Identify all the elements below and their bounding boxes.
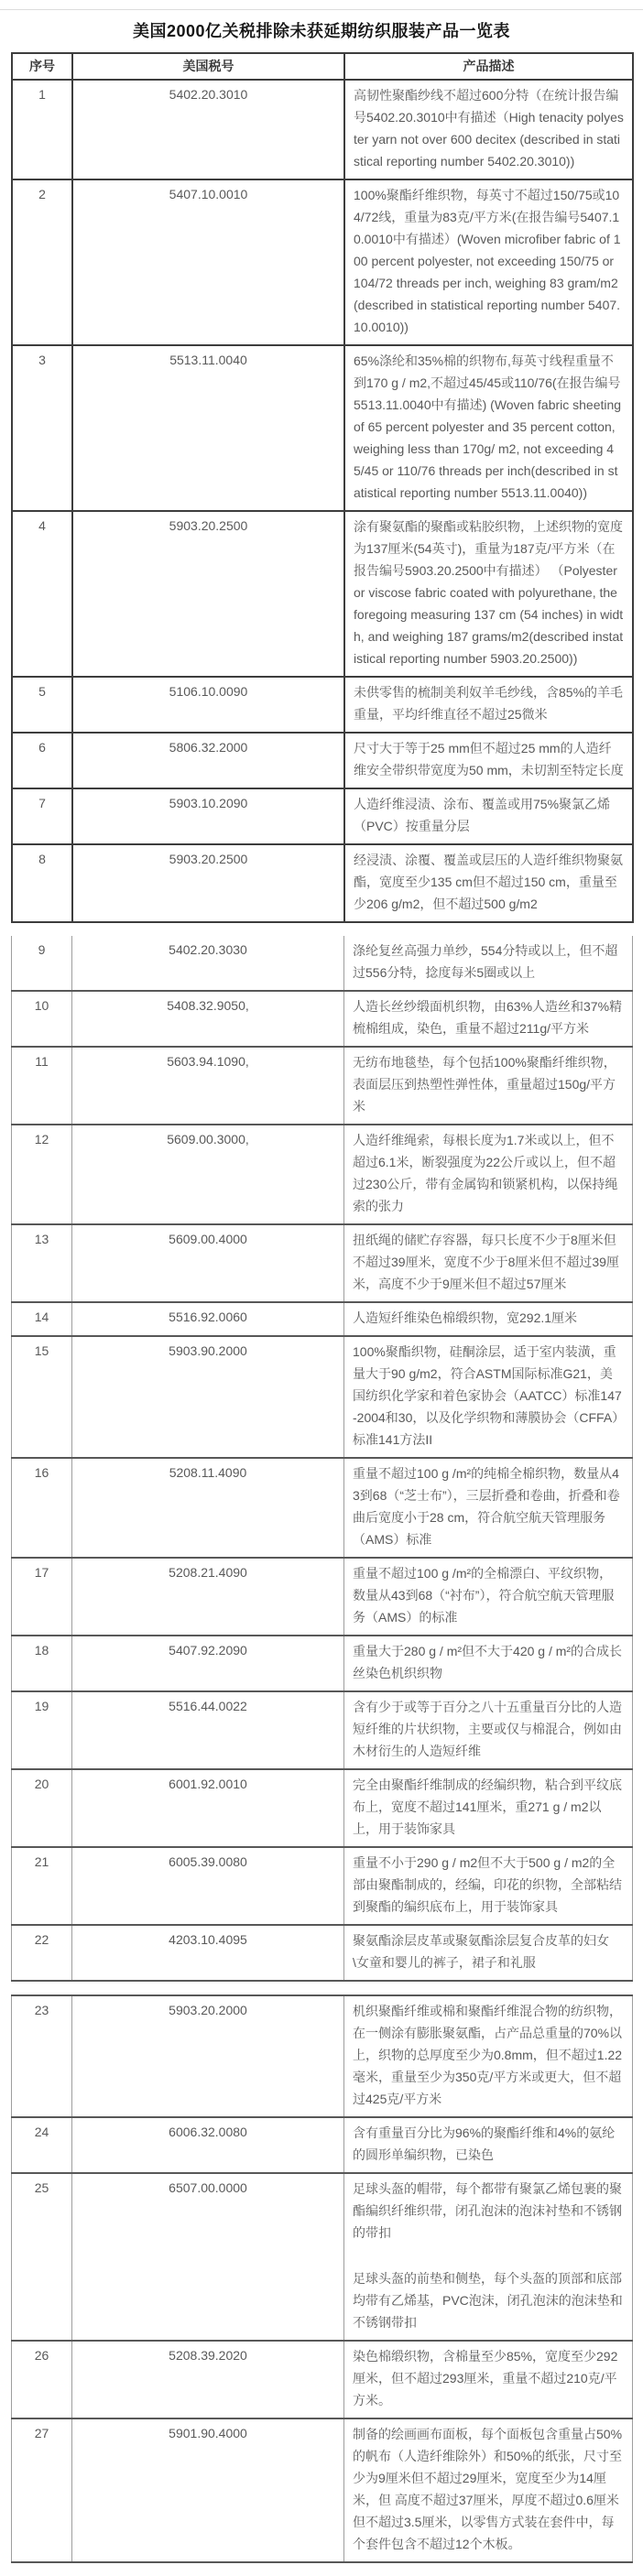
product-table-section — [11, 1994, 633, 2563]
row-index-cell: 6 — [12, 733, 72, 788]
description-paragraph: 制备的绘画画布面板，每个面板包含重量占50%的帆布（人造纤维除外）和50%的纸张，尺寸至少为9厘米但不超过29厘米，宽度至少为14厘米，但 高度不超过37厘米，厚度不超过0.6厘米但不超过3.5厘米，以零售方式装在套件中，每个套件包含不超过12个木板。 — [353, 2427, 623, 2551]
description-cell — [344, 936, 633, 991]
description-paragraph: 重量大于280 g / m²但不大于420 g / m²的合成长丝染色机织织物 — [353, 1644, 623, 1680]
tax-code-cell: 6001.92.0010 — [72, 1769, 344, 1847]
description-cell — [344, 1691, 633, 1769]
tax-code-cell: 5513.11.0040 — [72, 345, 344, 511]
description-cell — [344, 1769, 633, 1847]
row-index-cell: 16 — [12, 1458, 72, 1558]
tax-code-cell: 5402.20.3010 — [72, 80, 344, 179]
table-row — [12, 1224, 633, 1302]
row-index-cell: 8 — [12, 844, 72, 922]
table-row — [12, 991, 633, 1047]
tax-code-cell: 6006.32.0080 — [72, 2117, 344, 2173]
row-index-cell: 14 — [12, 1302, 72, 1336]
description-cell — [344, 1636, 633, 1691]
row-index-cell: 26 — [12, 2341, 72, 2418]
description-paragraph: 足球头盔的前垫和侧垫，每个头盔的顶部和底部均带有乙烯基，PVC泡沫，闭孔泡沫的泡沫垫和不锈钢带扣 — [353, 2271, 623, 2330]
description-cell — [344, 677, 633, 733]
description-paragraph: 人造长丝纱缎面机织物，由63%人造丝和37%精梳棉组成，染色，重量不超过211g/平方米 — [353, 999, 623, 1036]
row-index-cell: 3 — [12, 345, 72, 511]
description-paragraph: 扭纸绳的储贮存容器，每只长度不少于8厘米但不超过39厘米，宽度不少于8厘米但不超过39厘米，高度不少于9厘米但不超过57厘米 — [353, 1233, 619, 1291]
description-paragraph: 含有重量百分比为96%的聚酯纤维和4%的氨纶的圆形单编织物，已染色 — [353, 2125, 616, 2162]
column-header-index: 序号 — [12, 53, 72, 80]
description-paragraph: 人造纤维绳索，每根长度为1.7米或以上，但不超过6.1米，断裂强度为22公斤或以上，但不超过230公斤，带有金属钩和锁紧机构，以保持绳索的张力 — [353, 1133, 618, 1213]
row-index-cell: 1 — [12, 80, 72, 179]
description-cell — [344, 733, 633, 788]
row-index-cell: 11 — [12, 1047, 72, 1125]
description-cell — [344, 345, 633, 511]
tax-code-cell: 5903.20.2500 — [72, 511, 344, 677]
description-cell — [344, 844, 633, 922]
tax-code-cell: 5208.11.4090 — [72, 1458, 344, 1558]
row-index-cell: 22 — [12, 1925, 72, 1981]
description-paragraph: 完全由聚酯纤维制成的经编织物，粘合到平纹底布上，宽度不超过141厘米，重271 g / m2以上，用于装饰家具 — [353, 1777, 622, 1836]
top-divider — [0, 9, 643, 10]
description-cell — [344, 1047, 633, 1125]
table-row — [12, 677, 633, 733]
description-cell — [344, 1302, 633, 1336]
row-index-cell: 27 — [12, 2418, 72, 2562]
tax-code-cell: 5516.92.0060 — [72, 1302, 344, 1336]
table-row — [12, 1691, 633, 1769]
description-cell — [344, 2341, 633, 2418]
table-row — [12, 733, 633, 788]
description-paragraph: 65%涤纶和35%棉的织物布,每英寸线程重量不到170 g / m2,不超过45/45或110/76(在报告编号5513.11.0040中有描述) (Woven fabric sheeting of 65 percent polyester and 35 percent cotton,weighing less than 170g/ m2, not exceeding 45/45 or 110/76 threads per inch(described in statistical reporting number 5513.11.0040)) — [354, 353, 622, 500]
tax-code-cell: 5806.32.2000 — [72, 733, 344, 788]
description-paragraph: 重量不超过100 g /m²的纯棉全棉织物，数量从43到68（“芝士布”），三层折叠和卷曲，折叠和卷曲后宽度小于28 cm，符合航空航天管理服务（AMS）标准 — [353, 1466, 620, 1547]
row-index-cell: 10 — [12, 991, 72, 1047]
column-header-tax-code: 美国税号 — [72, 53, 344, 80]
description-paragraph: 人造纤维浸渍、涂布、覆盖或用75%聚氯乙烯（PVC）按重量分层 — [354, 797, 611, 833]
row-index-cell: 24 — [12, 2117, 72, 2173]
tax-code-cell: 6507.00.0000 — [72, 2173, 344, 2341]
description-cell — [344, 1558, 633, 1636]
row-index-cell: 17 — [12, 1558, 72, 1636]
tables-host — [0, 52, 643, 2563]
table-row — [12, 1769, 633, 1847]
table-row — [12, 1847, 633, 1925]
table-row — [12, 844, 633, 922]
table-row — [12, 345, 633, 511]
table-row — [12, 1995, 633, 2117]
tax-code-cell: 4203.10.4095 — [72, 1925, 344, 1981]
table-row — [12, 936, 633, 991]
row-index-cell: 13 — [12, 1224, 72, 1302]
table-row — [12, 2117, 633, 2173]
table-row — [12, 2418, 633, 2562]
description-cell — [344, 1995, 633, 2117]
row-index-cell: 19 — [12, 1691, 72, 1769]
tax-code-cell: 5903.90.2000 — [72, 1336, 344, 1458]
product-table-section — [11, 936, 633, 1982]
row-index-cell: 15 — [12, 1336, 72, 1458]
table-row — [12, 1336, 633, 1458]
table-row — [12, 1125, 633, 1224]
description-paragraph: 重量不小于290 g / m2但不大于500 g / m2的全部由聚酯制成的，经编，印花的织物，全部粘结到聚酯的编织底布上，用于装饰家具 — [353, 1855, 622, 1914]
description-paragraph: 未供零售的梳制美利奴羊毛纱线，含85%的羊毛重量，平均纤维直径不超过25微米 — [354, 685, 624, 722]
description-paragraph: 100%聚酯织物，硅酮涂层，适于室内装潢，重量大于90 g/m2，符合ASTM国际标准G21，美国纺织化学家和着色家协会（AATCC）标准147-2004和30，以及化学织物和薄膜协会（CFFA）标准141方法II — [353, 1344, 622, 1447]
row-index-cell: 20 — [12, 1769, 72, 1847]
row-index-cell: 23 — [12, 1995, 72, 2117]
table-row — [12, 511, 633, 677]
row-index-cell: 9 — [12, 936, 72, 991]
description-cell — [344, 80, 633, 179]
tax-code-cell: 5407.92.2090 — [72, 1636, 344, 1691]
description-cell — [344, 788, 633, 844]
page-title: 美国2000亿关税排除未获延期纺织服装产品一览表 — [132, 22, 511, 40]
row-index-cell: 18 — [12, 1636, 72, 1691]
description-paragraph: 尺寸大于等于25 mm但不超过25 mm的人造纤维安全带织带宽度为50 mm，未切割至特定长度 — [354, 741, 624, 777]
table-row — [12, 1558, 633, 1636]
tax-code-cell: 5603.94.1090, — [72, 1047, 344, 1125]
tax-code-cell: 5609.00.4000 — [72, 1224, 344, 1302]
tax-code-cell: 5903.10.2090 — [72, 788, 344, 844]
description-paragraph: 涤纶复丝高强力单纱，554分特或以上，但不超过556分特，捻度每米5圈或以上 — [353, 943, 618, 980]
row-index-cell: 4 — [12, 511, 72, 677]
row-index-cell: 7 — [12, 788, 72, 844]
description-paragraph: 机织聚酯纤维或棉和聚酯纤维混合物的纺织物，在一侧涂有膨胀聚氨酯，占产品总重量的70%以上，织物的总厚度至少为0.8mm，但不超过1.22毫米，重量至少为350克/平方米或更大，但不超过425克/平方米 — [353, 2004, 623, 2106]
description-cell — [344, 2173, 633, 2341]
description-paragraph: 人造短纤维染色棉缎织物，宽292.1厘米 — [353, 1310, 578, 1325]
tax-code-cell: 6005.39.0080 — [72, 1847, 344, 1925]
description-cell — [344, 1125, 633, 1224]
row-index-cell: 21 — [12, 1847, 72, 1925]
table-row — [12, 1925, 633, 1981]
tax-code-cell: 5903.20.2500 — [72, 844, 344, 922]
table-row — [12, 1458, 633, 1558]
description-paragraph: 100%聚酯纤维织物，每英寸不超过150/75或104/72线，重量为83克/平方米(在报告编号5407.10.0010中有描述）(Woven microfiber fabric of 100 percent polyester, not exceeding 150/75 or 104/72 threads per inch, weighing 83 gram/m2(described in statistical reporting number 5407.10.0010)) — [354, 188, 621, 334]
row-index-cell: 5 — [12, 677, 72, 733]
description-cell — [344, 1224, 633, 1302]
description-cell — [344, 1925, 633, 1981]
description-cell — [344, 2418, 633, 2562]
description-paragraph: 涂有聚氨酯的聚酯或粘胶织物，上述织物的宽度为137厘米(54英寸)，重量为187克/平方米（在报告编号5903.20.2500中有描述） （Polyester or viscose fabric coated with polyurethane, the foregoing measuring 137 cm (54 inches) in width, and weighing 187 grams/m2(described instatistical reporting number 5903.20.2500)) — [354, 519, 624, 666]
row-index-cell: 2 — [12, 179, 72, 345]
description-cell — [344, 2117, 633, 2173]
description-cell — [344, 511, 633, 677]
description-cell — [344, 179, 633, 345]
description-paragraph: 聚氨酯涂层皮革或聚氨酯涂层复合皮革的妇女\女童和婴儿的裤子，裙子和礼服 — [353, 1933, 609, 1970]
tax-code-cell: 5402.20.3030 — [72, 936, 344, 991]
description-paragraph: 重量不超过100 g /m²的全棉漂白、平纹织物，数量从43到68（“衬布”），符合航空航天管理服务（AMS）的标准 — [353, 1566, 615, 1625]
description-cell — [344, 1458, 633, 1558]
tax-code-cell: 5106.10.0090 — [72, 677, 344, 733]
row-index-cell: 12 — [12, 1125, 72, 1224]
tax-code-cell: 5407.10.0010 — [72, 179, 344, 345]
table-row — [12, 2341, 633, 2418]
tax-code-cell: 5208.21.4090 — [72, 1558, 344, 1636]
description-paragraph: 足球头盔的帽带，每个都带有聚氯乙烯包裹的聚酯编织纤维织带，闭孔泡沫的泡沫衬垫和不锈钢的带扣 — [353, 2181, 622, 2240]
description-paragraph: 经浸渍、涂覆、覆盖或层压的人造纤维织物聚氨酯，宽度至少135 cm但不超过150 cm，重量至少206 g/m2，但不超过500 g/m2 — [354, 853, 623, 911]
description-paragraph: 无纺布地毯垫，每个包括100%聚酯纤维织物，表面层压到热塑性弹性体，重量超过150g/平方米 — [353, 1055, 616, 1114]
table-row — [12, 80, 633, 179]
tax-code-cell: 5609.00.3000, — [72, 1125, 344, 1224]
header-row — [12, 53, 633, 80]
tax-code-cell: 5208.39.2020 — [72, 2341, 344, 2418]
table-row — [12, 1047, 633, 1125]
tax-code-cell: 5903.20.2000 — [72, 1995, 344, 2117]
tax-code-cell: 5516.44.0022 — [72, 1691, 344, 1769]
description-paragraph: 含有少于或等于百分之八十五重量百分比的人造短纤维的片状织物，主要或仅与棉混合，例如由木材衍生的人造短纤维 — [353, 1700, 622, 1758]
table-row — [12, 2173, 633, 2341]
tax-code-cell: 5408.32.9050, — [72, 991, 344, 1047]
table-row — [12, 179, 633, 345]
table-row — [12, 1302, 633, 1336]
row-index-cell: 25 — [12, 2173, 72, 2341]
table-row — [12, 1636, 633, 1691]
column-header-description: 产品描述 — [344, 53, 633, 80]
description-cell — [344, 991, 633, 1047]
description-paragraph: 染色棉缎织物，含棉量至少85%，宽度至少292厘米，但不超过293厘米，重量不超过210克/平方米。 — [353, 2349, 618, 2408]
description-cell — [344, 1336, 633, 1458]
product-table-section — [11, 52, 634, 923]
description-paragraph: 高韧性聚酯纱线不超过600分特（在统计报告编号5402.20.3010中有描述（High tenacity polyester yarn not over 600 decitex (described in statistical reporting number 5402.20.3010)) — [354, 88, 624, 168]
tax-code-cell: 5901.90.4000 — [72, 2418, 344, 2562]
table-row — [12, 788, 633, 844]
description-cell — [344, 1847, 633, 1925]
